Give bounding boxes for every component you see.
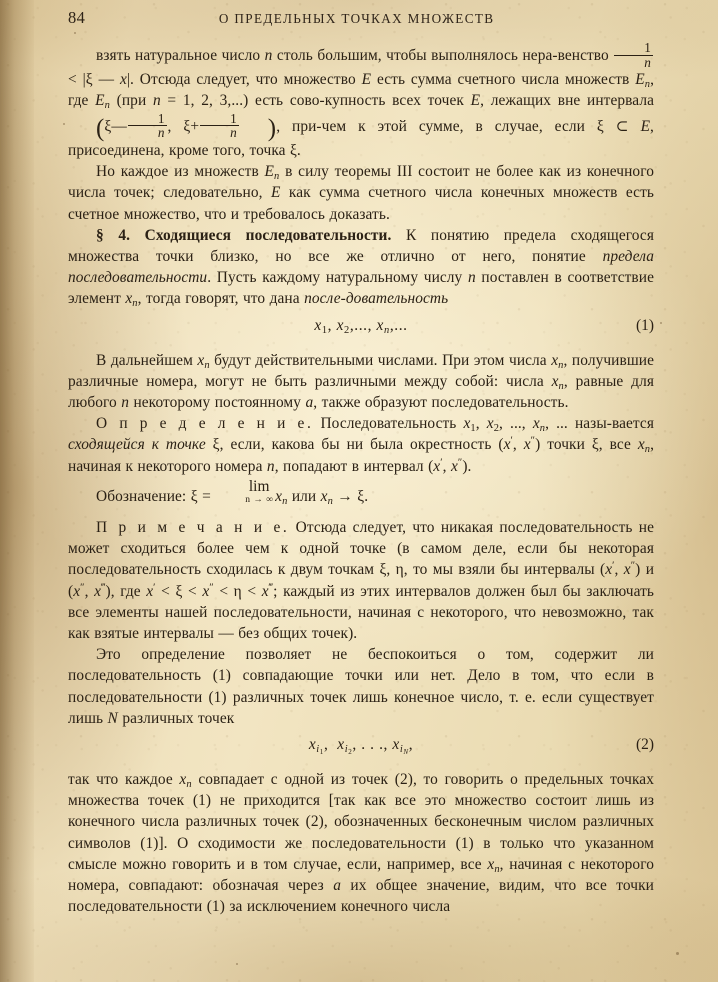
- definition-label: О п р е д е л е н и е.: [96, 415, 314, 433]
- equation-2: [68, 736, 654, 760]
- paragraph-4: В дальнейшем $x_n$ будут действительными числами. При этом числа $x_n$, получившие различные номера, могут не быть различными между собой: числа $x_n$, равные для любого n некоторому постоянному a, также образуют последовательность.: [68, 351, 654, 411]
- fraction-one-over-n: $\frac{1}{n}$: [200, 112, 239, 140]
- paper-speck: [236, 963, 238, 965]
- paper-speck: [676, 952, 679, 955]
- equation-2-number: (2): [636, 735, 654, 753]
- paragraph-9: так что каждое $x_n$ совпадает с одной из точек (2), то говорить о предельных точках множества точек (1) не приходится [так как все это множество состоит лишь из конечного числа различных точек (2), обозначенных бесконечным числом различных символов (1)]. О сходимости же последовательности (1) в только что указанном смысле можно говорить и в том случае, если, например, все $x_n$, начиная с некоторого номера, совпадают: обозначая через a их общее значение, видим, что все точки последовательности (1) за исключением конечного числа: [68, 770, 654, 916]
- paper-speck: [63, 123, 65, 125]
- paragraph-3-section-4: § 4. Сходящиеся последовательности. К понятию предела сходящегося множества точки близко, но все же отлично от него, понятие предела последовательности. Пусть каждому натуральному числу n поставлен в соответствие элемент $x_n$, тогда говорят, что дана после-довательность: [68, 226, 654, 310]
- binding-gutter-shadow: [0, 0, 34, 982]
- paragraph-5-definition: О п р е д е л е н и е. Последовательность $x_1$, $x_2$, ..., $x_n$, ... назы-вается сходящейся к точке ξ, если, какова бы ни была окрестность (x′, x″) точки ξ, все $x_n$, начиная к некоторого номера n, попадают в интервал (x′, x″).: [68, 415, 654, 475]
- page-text-block: [68, 8, 654, 917]
- remark-label: П р и м е ч а н и е.: [96, 518, 290, 536]
- paragraph-6-notation: Обозначение: ξ = lim n → ∞ $x_n$ или $x_n \to \xi$.: [96, 477, 369, 507]
- fraction-one-over-n: $\frac{1}{n}$: [128, 112, 167, 140]
- equation-1: [68, 317, 654, 341]
- equation-1-number: (1): [636, 316, 654, 334]
- fraction-one-over-n: $\frac{1}{n}$: [614, 41, 653, 69]
- limit-operator: lim n → ∞: [245, 477, 274, 506]
- notation-label: Обозначение:: [96, 487, 187, 505]
- equation-2-body: $x_{i_1}$, $x_{i_2}$, . . ., $x_{i_N}$,: [308, 735, 414, 756]
- paragraph-7-remark: П р и м е ч а н и е. Отсюда следует, что никакая последовательность не может сходиться более чем к одной точке (в самом деле, если бы некоторая последовательность сходилась к двум точкам ξ, η, то мы взяли бы интервалы (x′, x″) и (x″, x‴), где x′ < ξ < x″ < η < x‴; каждый из этих интервалов должен был бы заключать все элементы нашей последовательности, начиная с некоторого, что невозможно, так как взятые интервалы — без общих точек).: [68, 518, 655, 642]
- paragraph-1: взять натуральное число n столь большим, чтобы выполнялось нера-венство $\frac{1}{n}$ < |ξ — x|. Отсюда следует, что множество E есть сумма счетного числа множеств $E_n$, где $E_n$ (при n = 1, 2, 3,...) есть сово-купность всех точек E, лежащих вне интервала (ξ— $\frac{1}{n}$ , ξ+ $\frac{1}{n}$ ), при-чем к этой сумме, в случае, если ξ ⊂ E, присоединена, кроме того, точка ξ.: [68, 40, 655, 159]
- equation-1-body: $x_1$, $x_2$,..., $x_n$,...: [314, 316, 408, 336]
- running-head: [68, 8, 654, 30]
- section-heading: § 4. Сходящиеся последовательности.: [96, 226, 392, 244]
- paper-speck: [660, 322, 662, 324]
- paragraph-2: Но каждое из множеств $E_n$ в силу теоремы III состоит не более как из конечного числа точек; следовательно, E как сумма счетного числа конечных множеств есть счетное множество, что и требовалось доказать.: [68, 163, 654, 223]
- paragraph-8: Это определение позволяет не беспокоиться о том, содержит ли последовательность (1) совпадающие точки или нет. Дело в том, что если в последовательности (1) различных точек лишь конечное число, т. е. если существует лишь N различных точек: [68, 646, 654, 727]
- page-number: 84: [68, 8, 86, 27]
- running-title: О ПРЕДЕЛЬНЫХ ТОЧКАХ МНОЖЕСТВ: [218, 11, 495, 26]
